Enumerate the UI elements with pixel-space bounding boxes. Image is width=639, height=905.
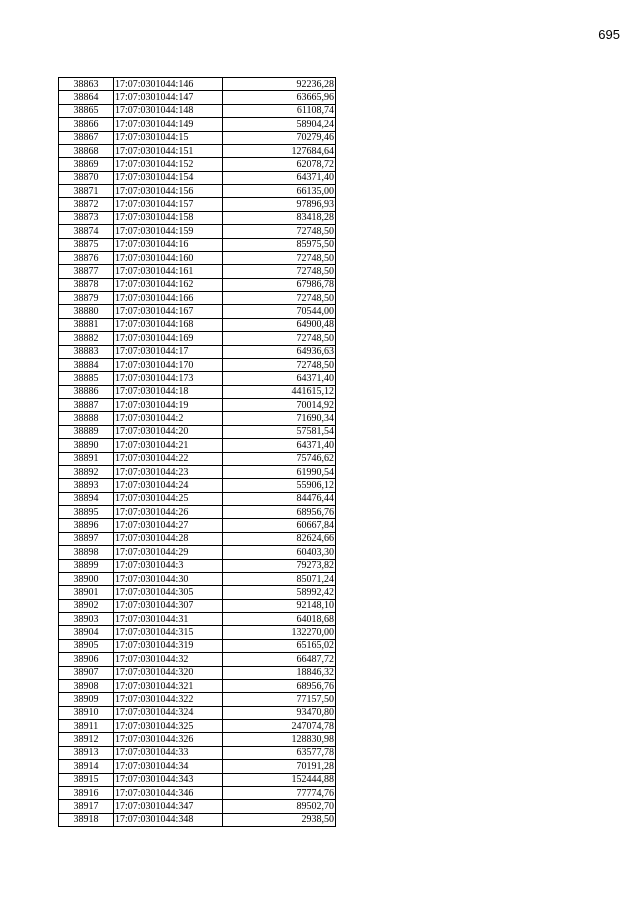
cadastral-value-cell: 64371,40 xyxy=(223,439,336,452)
cadastral-value-cell: 93470,80 xyxy=(223,706,336,719)
row-number-cell: 38883 xyxy=(59,345,114,358)
table-row xyxy=(59,399,336,412)
table-row xyxy=(59,171,336,184)
cadastral-value-cell: 64900,48 xyxy=(223,318,336,331)
row-number-cell: 38870 xyxy=(59,171,114,184)
table-row xyxy=(59,198,336,211)
row-number-cell: 38899 xyxy=(59,559,114,572)
row-number-cell: 38901 xyxy=(59,586,114,599)
row-number-cell: 38897 xyxy=(59,532,114,545)
cadastral-value-cell: 97896,93 xyxy=(223,198,336,211)
cadastral-value-cell: 85975,50 xyxy=(223,238,336,251)
row-number-cell: 38908 xyxy=(59,679,114,692)
table-row xyxy=(59,78,336,91)
cadastral-value-cell: 64936,63 xyxy=(223,345,336,358)
cadastral-number-cell: 17:07:0301044:167 xyxy=(114,305,223,318)
cadastral-value-cell: 58992,42 xyxy=(223,586,336,599)
cadastral-value-cell: 82624,66 xyxy=(223,532,336,545)
cadastral-value-cell: 64371,40 xyxy=(223,171,336,184)
table-row xyxy=(59,506,336,519)
row-number-cell: 38876 xyxy=(59,251,114,264)
cadastral-value-cell: 72748,50 xyxy=(223,265,336,278)
cadastral-value-cell: 66487,72 xyxy=(223,653,336,666)
row-number-cell: 38888 xyxy=(59,412,114,425)
row-number-cell: 38892 xyxy=(59,465,114,478)
cadastral-number-cell: 17:07:0301044:158 xyxy=(114,211,223,224)
cadastral-number-cell: 17:07:0301044:348 xyxy=(114,813,223,826)
table-row xyxy=(59,800,336,813)
row-number-cell: 38891 xyxy=(59,452,114,465)
row-number-cell: 38877 xyxy=(59,265,114,278)
cadastral-value-cell: 70544,00 xyxy=(223,305,336,318)
cadastral-value-cell: 89502,70 xyxy=(223,800,336,813)
cadastral-value-cell: 63577,78 xyxy=(223,746,336,759)
cadastral-number-cell: 17:07:0301044:20 xyxy=(114,425,223,438)
cadastral-value-cell: 57581,54 xyxy=(223,425,336,438)
row-number-cell: 38914 xyxy=(59,760,114,773)
row-number-cell: 38865 xyxy=(59,104,114,117)
row-number-cell: 38900 xyxy=(59,572,114,585)
table-row xyxy=(59,211,336,224)
table-row xyxy=(59,733,336,746)
cadastral-number-cell: 17:07:0301044:305 xyxy=(114,586,223,599)
table-row xyxy=(59,693,336,706)
table-row xyxy=(59,679,336,692)
cadastral-value-cell: 61990,54 xyxy=(223,465,336,478)
table-row xyxy=(59,318,336,331)
cadastral-number-cell: 17:07:0301044:326 xyxy=(114,733,223,746)
cadastral-number-cell: 17:07:0301044:156 xyxy=(114,185,223,198)
cadastral-value-cell: 77157,50 xyxy=(223,693,336,706)
row-number-cell: 38910 xyxy=(59,706,114,719)
cadastral-number-cell: 17:07:0301044:151 xyxy=(114,144,223,157)
cadastral-value-cell: 79273,82 xyxy=(223,559,336,572)
cadastral-value-cell: 70191,28 xyxy=(223,760,336,773)
cadastral-number-cell: 17:07:0301044:34 xyxy=(114,760,223,773)
table-row xyxy=(59,492,336,505)
table-row xyxy=(59,813,336,826)
cadastral-value-cell: 83418,28 xyxy=(223,211,336,224)
cadastral-value-cell: 68956,76 xyxy=(223,679,336,692)
cadastral-number-cell: 17:07:0301044:343 xyxy=(114,773,223,786)
table-row xyxy=(59,332,336,345)
cadastral-number-cell: 17:07:0301044:19 xyxy=(114,399,223,412)
row-number-cell: 38868 xyxy=(59,144,114,157)
row-number-cell: 38898 xyxy=(59,546,114,559)
row-number-cell: 38894 xyxy=(59,492,114,505)
cadastral-value-cell: 84476,44 xyxy=(223,492,336,505)
cadastral-number-cell: 17:07:0301044:15 xyxy=(114,131,223,144)
cadastral-number-cell: 17:07:0301044:321 xyxy=(114,679,223,692)
table-row xyxy=(59,185,336,198)
table-row xyxy=(59,626,336,639)
cadastral-value-cell: 72748,50 xyxy=(223,358,336,371)
cadastral-number-cell: 17:07:0301044:25 xyxy=(114,492,223,505)
row-number-cell: 38875 xyxy=(59,238,114,251)
table-row xyxy=(59,599,336,612)
cadastral-value-cell: 152444,88 xyxy=(223,773,336,786)
row-number-cell: 38904 xyxy=(59,626,114,639)
table-row xyxy=(59,532,336,545)
cadastral-number-cell: 17:07:0301044:169 xyxy=(114,332,223,345)
table-row xyxy=(59,372,336,385)
table-row xyxy=(59,91,336,104)
row-number-cell: 38915 xyxy=(59,773,114,786)
row-number-cell: 38885 xyxy=(59,372,114,385)
table-row xyxy=(59,131,336,144)
table-row xyxy=(59,225,336,238)
cadastral-number-cell: 17:07:0301044:28 xyxy=(114,532,223,545)
cadastral-value-cell: 64371,40 xyxy=(223,372,336,385)
table-row xyxy=(59,773,336,786)
table-row xyxy=(59,144,336,157)
table-row xyxy=(59,278,336,291)
row-number-cell: 38879 xyxy=(59,292,114,305)
table-row xyxy=(59,465,336,478)
cadastral-number-cell: 17:07:0301044:154 xyxy=(114,171,223,184)
row-number-cell: 38880 xyxy=(59,305,114,318)
row-number-cell: 38895 xyxy=(59,506,114,519)
cadastral-value-cell: 70014,92 xyxy=(223,399,336,412)
table-row xyxy=(59,639,336,652)
table-row xyxy=(59,104,336,117)
row-number-cell: 38890 xyxy=(59,439,114,452)
cadastral-value-cell: 92148,10 xyxy=(223,599,336,612)
row-number-cell: 38878 xyxy=(59,278,114,291)
table-row xyxy=(59,519,336,532)
cadastral-value-cell: 55906,12 xyxy=(223,479,336,492)
table-row xyxy=(59,786,336,799)
cadastral-number-cell: 17:07:0301044:320 xyxy=(114,666,223,679)
cadastral-value-cell: 58904,24 xyxy=(223,118,336,131)
table-row xyxy=(59,720,336,733)
cadastral-number-cell: 17:07:0301044:162 xyxy=(114,278,223,291)
cadastral-number-cell: 17:07:0301044:307 xyxy=(114,599,223,612)
table-row xyxy=(59,666,336,679)
cadastral-number-cell: 17:07:0301044:29 xyxy=(114,546,223,559)
cadastral-number-cell: 17:07:0301044:325 xyxy=(114,720,223,733)
table-row xyxy=(59,345,336,358)
cadastral-number-cell: 17:07:0301044:148 xyxy=(114,104,223,117)
cadastral-number-cell: 17:07:0301044:173 xyxy=(114,372,223,385)
cadastral-value-cell: 92236,28 xyxy=(223,78,336,91)
cadastral-value-cell: 128830,98 xyxy=(223,733,336,746)
row-number-cell: 38902 xyxy=(59,599,114,612)
cadastral-value-cell: 61108,74 xyxy=(223,104,336,117)
cadastral-number-cell: 17:07:0301044:31 xyxy=(114,613,223,626)
cadastral-value-cell: 72748,50 xyxy=(223,225,336,238)
row-number-cell: 38869 xyxy=(59,158,114,171)
row-number-cell: 38864 xyxy=(59,91,114,104)
table-row xyxy=(59,385,336,398)
cadastral-number-cell: 17:07:0301044:149 xyxy=(114,118,223,131)
table-row xyxy=(59,559,336,572)
cadastral-number-cell: 17:07:0301044:30 xyxy=(114,572,223,585)
table-row xyxy=(59,118,336,131)
cadastral-value-cell: 60667,84 xyxy=(223,519,336,532)
row-number-cell: 38866 xyxy=(59,118,114,131)
row-number-cell: 38912 xyxy=(59,733,114,746)
row-number-cell: 38907 xyxy=(59,666,114,679)
table-row xyxy=(59,425,336,438)
cadastral-value-cell: 72748,50 xyxy=(223,251,336,264)
row-number-cell: 38863 xyxy=(59,78,114,91)
cadastral-value-cell: 18846,32 xyxy=(223,666,336,679)
cadastral-value-cell: 68956,76 xyxy=(223,506,336,519)
cadastral-value-cell: 64018,68 xyxy=(223,613,336,626)
cadastral-number-cell: 17:07:0301044:18 xyxy=(114,385,223,398)
cadastral-number-cell: 17:07:0301044:26 xyxy=(114,506,223,519)
cadastral-number-cell: 17:07:0301044:152 xyxy=(114,158,223,171)
cadastral-number-cell: 17:07:0301044:17 xyxy=(114,345,223,358)
cadastral-number-cell: 17:07:0301044:347 xyxy=(114,800,223,813)
row-number-cell: 38873 xyxy=(59,211,114,224)
cadastral-number-cell: 17:07:0301044:159 xyxy=(114,225,223,238)
row-number-cell: 38886 xyxy=(59,385,114,398)
row-number-cell: 38884 xyxy=(59,358,114,371)
cadastral-value-cell: 441615,12 xyxy=(223,385,336,398)
cadastral-number-cell: 17:07:0301044:346 xyxy=(114,786,223,799)
cadastral-number-cell: 17:07:0301044:27 xyxy=(114,519,223,532)
cadastral-number-cell: 17:07:0301044:33 xyxy=(114,746,223,759)
row-number-cell: 38872 xyxy=(59,198,114,211)
row-number-cell: 38871 xyxy=(59,185,114,198)
row-number-cell: 38867 xyxy=(59,131,114,144)
cadastral-number-cell: 17:07:0301044:170 xyxy=(114,358,223,371)
table-row xyxy=(59,760,336,773)
cadastral-number-cell: 17:07:0301044:324 xyxy=(114,706,223,719)
row-number-cell: 38917 xyxy=(59,800,114,813)
table-row xyxy=(59,439,336,452)
table-row xyxy=(59,412,336,425)
table-row xyxy=(59,292,336,305)
cadastral-number-cell: 17:07:0301044:16 xyxy=(114,238,223,251)
cadastral-number-cell: 17:07:0301044:32 xyxy=(114,653,223,666)
row-number-cell: 38893 xyxy=(59,479,114,492)
cadastral-number-cell: 17:07:0301044:22 xyxy=(114,452,223,465)
cadastral-number-cell: 17:07:0301044:23 xyxy=(114,465,223,478)
cadastral-value-cell: 2938,50 xyxy=(223,813,336,826)
table-row xyxy=(59,479,336,492)
cadastral-value-cell: 62078,72 xyxy=(223,158,336,171)
table-row xyxy=(59,305,336,318)
table-row xyxy=(59,706,336,719)
cadastral-value-cell: 63665,96 xyxy=(223,91,336,104)
table-row xyxy=(59,452,336,465)
cadastral-value-cell: 247074,78 xyxy=(223,720,336,733)
row-number-cell: 38905 xyxy=(59,639,114,652)
row-number-cell: 38911 xyxy=(59,720,114,733)
cadastral-number-cell: 17:07:0301044:146 xyxy=(114,78,223,91)
row-number-cell: 38874 xyxy=(59,225,114,238)
cadastral-number-cell: 17:07:0301044:319 xyxy=(114,639,223,652)
table-row xyxy=(59,265,336,278)
row-number-cell: 38913 xyxy=(59,746,114,759)
row-number-cell: 38918 xyxy=(59,813,114,826)
cadastral-value-cell: 72748,50 xyxy=(223,332,336,345)
cadastral-value-cell: 60403,30 xyxy=(223,546,336,559)
table-row xyxy=(59,613,336,626)
row-number-cell: 38896 xyxy=(59,519,114,532)
row-number-cell: 38887 xyxy=(59,399,114,412)
row-number-cell: 38906 xyxy=(59,653,114,666)
cadastral-value-cell: 65165,02 xyxy=(223,639,336,652)
cadastral-value-cell: 127684,64 xyxy=(223,144,336,157)
row-number-cell: 38916 xyxy=(59,786,114,799)
cadastral-number-cell: 17:07:0301044:3 xyxy=(114,559,223,572)
table-body xyxy=(59,78,336,827)
cadastral-value-cell: 72748,50 xyxy=(223,292,336,305)
cadastral-value-cell: 67986,78 xyxy=(223,278,336,291)
cadastral-number-cell: 17:07:0301044:160 xyxy=(114,251,223,264)
cadastral-number-cell: 17:07:0301044:2 xyxy=(114,412,223,425)
row-number-cell: 38882 xyxy=(59,332,114,345)
cadastral-value-table xyxy=(58,77,336,827)
cadastral-value-cell: 85071,24 xyxy=(223,572,336,585)
cadastral-number-cell: 17:07:0301044:166 xyxy=(114,292,223,305)
cadastral-value-cell: 75746,62 xyxy=(223,452,336,465)
cadastral-number-cell: 17:07:0301044:157 xyxy=(114,198,223,211)
table-row xyxy=(59,653,336,666)
row-number-cell: 38881 xyxy=(59,318,114,331)
table-row xyxy=(59,746,336,759)
cadastral-value-cell: 77774,76 xyxy=(223,786,336,799)
table-row xyxy=(59,158,336,171)
page-number: 695 xyxy=(598,27,620,42)
table-row xyxy=(59,238,336,251)
cadastral-number-cell: 17:07:0301044:161 xyxy=(114,265,223,278)
row-number-cell: 38909 xyxy=(59,693,114,706)
cadastral-number-cell: 17:07:0301044:147 xyxy=(114,91,223,104)
row-number-cell: 38889 xyxy=(59,425,114,438)
row-number-cell: 38903 xyxy=(59,613,114,626)
cadastral-number-cell: 17:07:0301044:24 xyxy=(114,479,223,492)
cadastral-number-cell: 17:07:0301044:315 xyxy=(114,626,223,639)
cadastral-value-cell: 70279,46 xyxy=(223,131,336,144)
cadastral-number-cell: 17:07:0301044:322 xyxy=(114,693,223,706)
table-row xyxy=(59,586,336,599)
table-row xyxy=(59,572,336,585)
table-row xyxy=(59,546,336,559)
table-row xyxy=(59,251,336,264)
cadastral-value-cell: 132270,00 xyxy=(223,626,336,639)
cadastral-value-cell: 71690,34 xyxy=(223,412,336,425)
table-row xyxy=(59,358,336,371)
cadastral-number-cell: 17:07:0301044:168 xyxy=(114,318,223,331)
cadastral-value-cell: 66135,00 xyxy=(223,185,336,198)
cadastral-number-cell: 17:07:0301044:21 xyxy=(114,439,223,452)
